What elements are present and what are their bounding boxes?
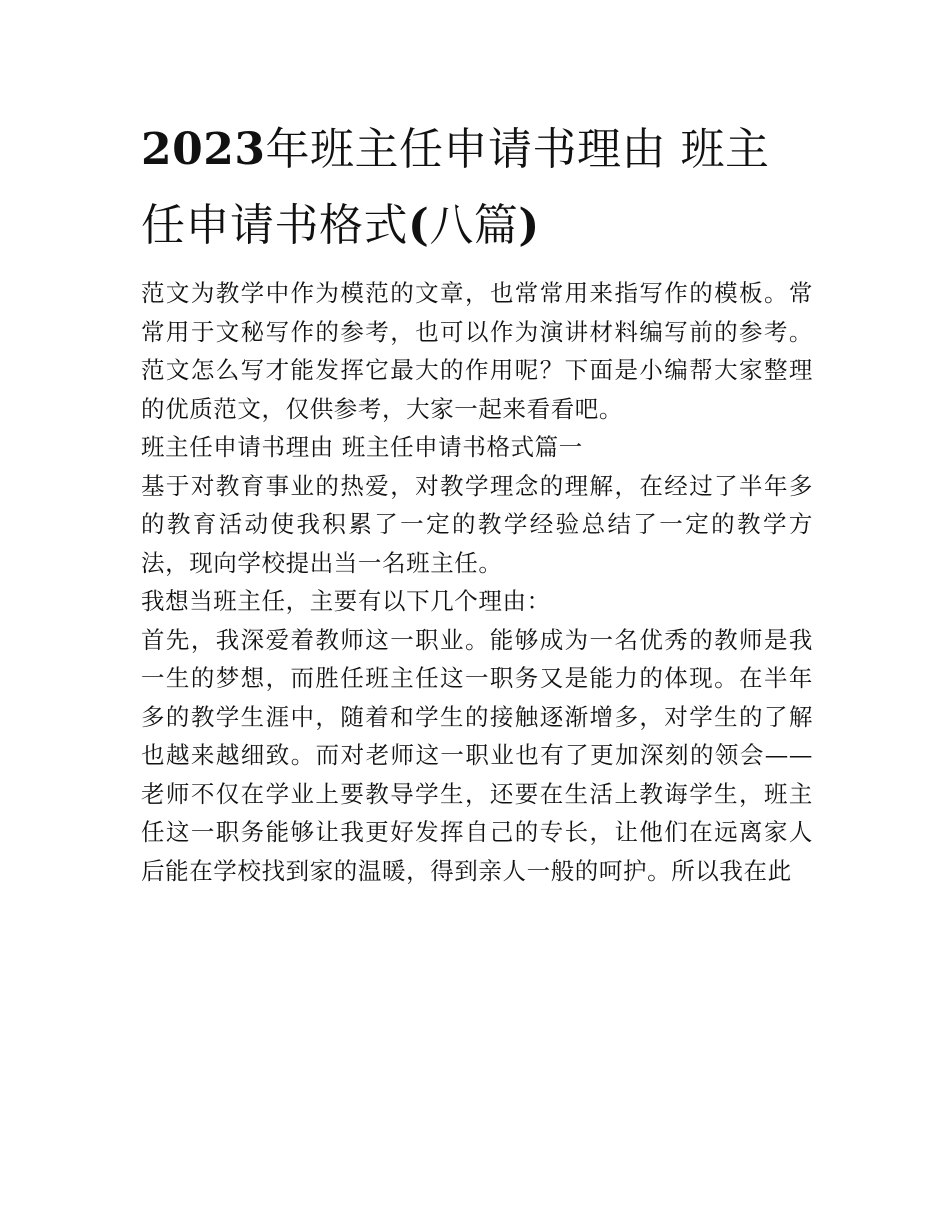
document-body: [141, 112, 813, 890]
body-paragraph: 首先，我深爱着教师这一职业。能够成为一名优秀的教师是我一生的梦想，而胜任班主任这一职务又是能力的体现。在半年多的教学生涯中，随着和学生的接触逐渐增多，对学生的了解也越来越细致。而对老师这一职业也有了更加深刻的领会——老师不仅在学业上要教导学生，还要在生活上教诲学生，班主任这一职务能够让我更好发挥自己的专长，让他们在远离家人后能在学校找到家的温暖，得到亲人一般的呵护。所以我在此: [141, 625, 813, 885]
title-text: 年班主任申请书理由 班主任申请书格式: [141, 124, 770, 251]
title-paren-close: ): [518, 200, 540, 251]
title-year: 2023: [141, 124, 266, 175]
section-heading: 班主任申请书理由 班主任申请书格式篇一: [141, 433, 583, 461]
intro-paragraph: 范文为教学中作为模范的文章，也常常用来指写作的模板。常常用于文秘写作的参考，也可以作为演讲材料编写前的参考。范文怎么写才能发挥它最大的作用呢？下面是小编帮大家整理的优质范文，仅供参考，大家一起来看看吧。: [141, 279, 813, 423]
title-count: 八篇: [429, 200, 519, 251]
body-paragraph: 我想当班主任，主要有以下几个理由：: [141, 587, 551, 615]
body-paragraph: 基于对教育事业的热爱，对教学理念的理解，在经过了半年多的教育活动使我积累了一定的教学经验总结了一定的教学方法，现向学校提出当一名班主任。: [141, 471, 813, 577]
document-title: [141, 112, 813, 264]
title-paren-open: (: [408, 200, 430, 251]
